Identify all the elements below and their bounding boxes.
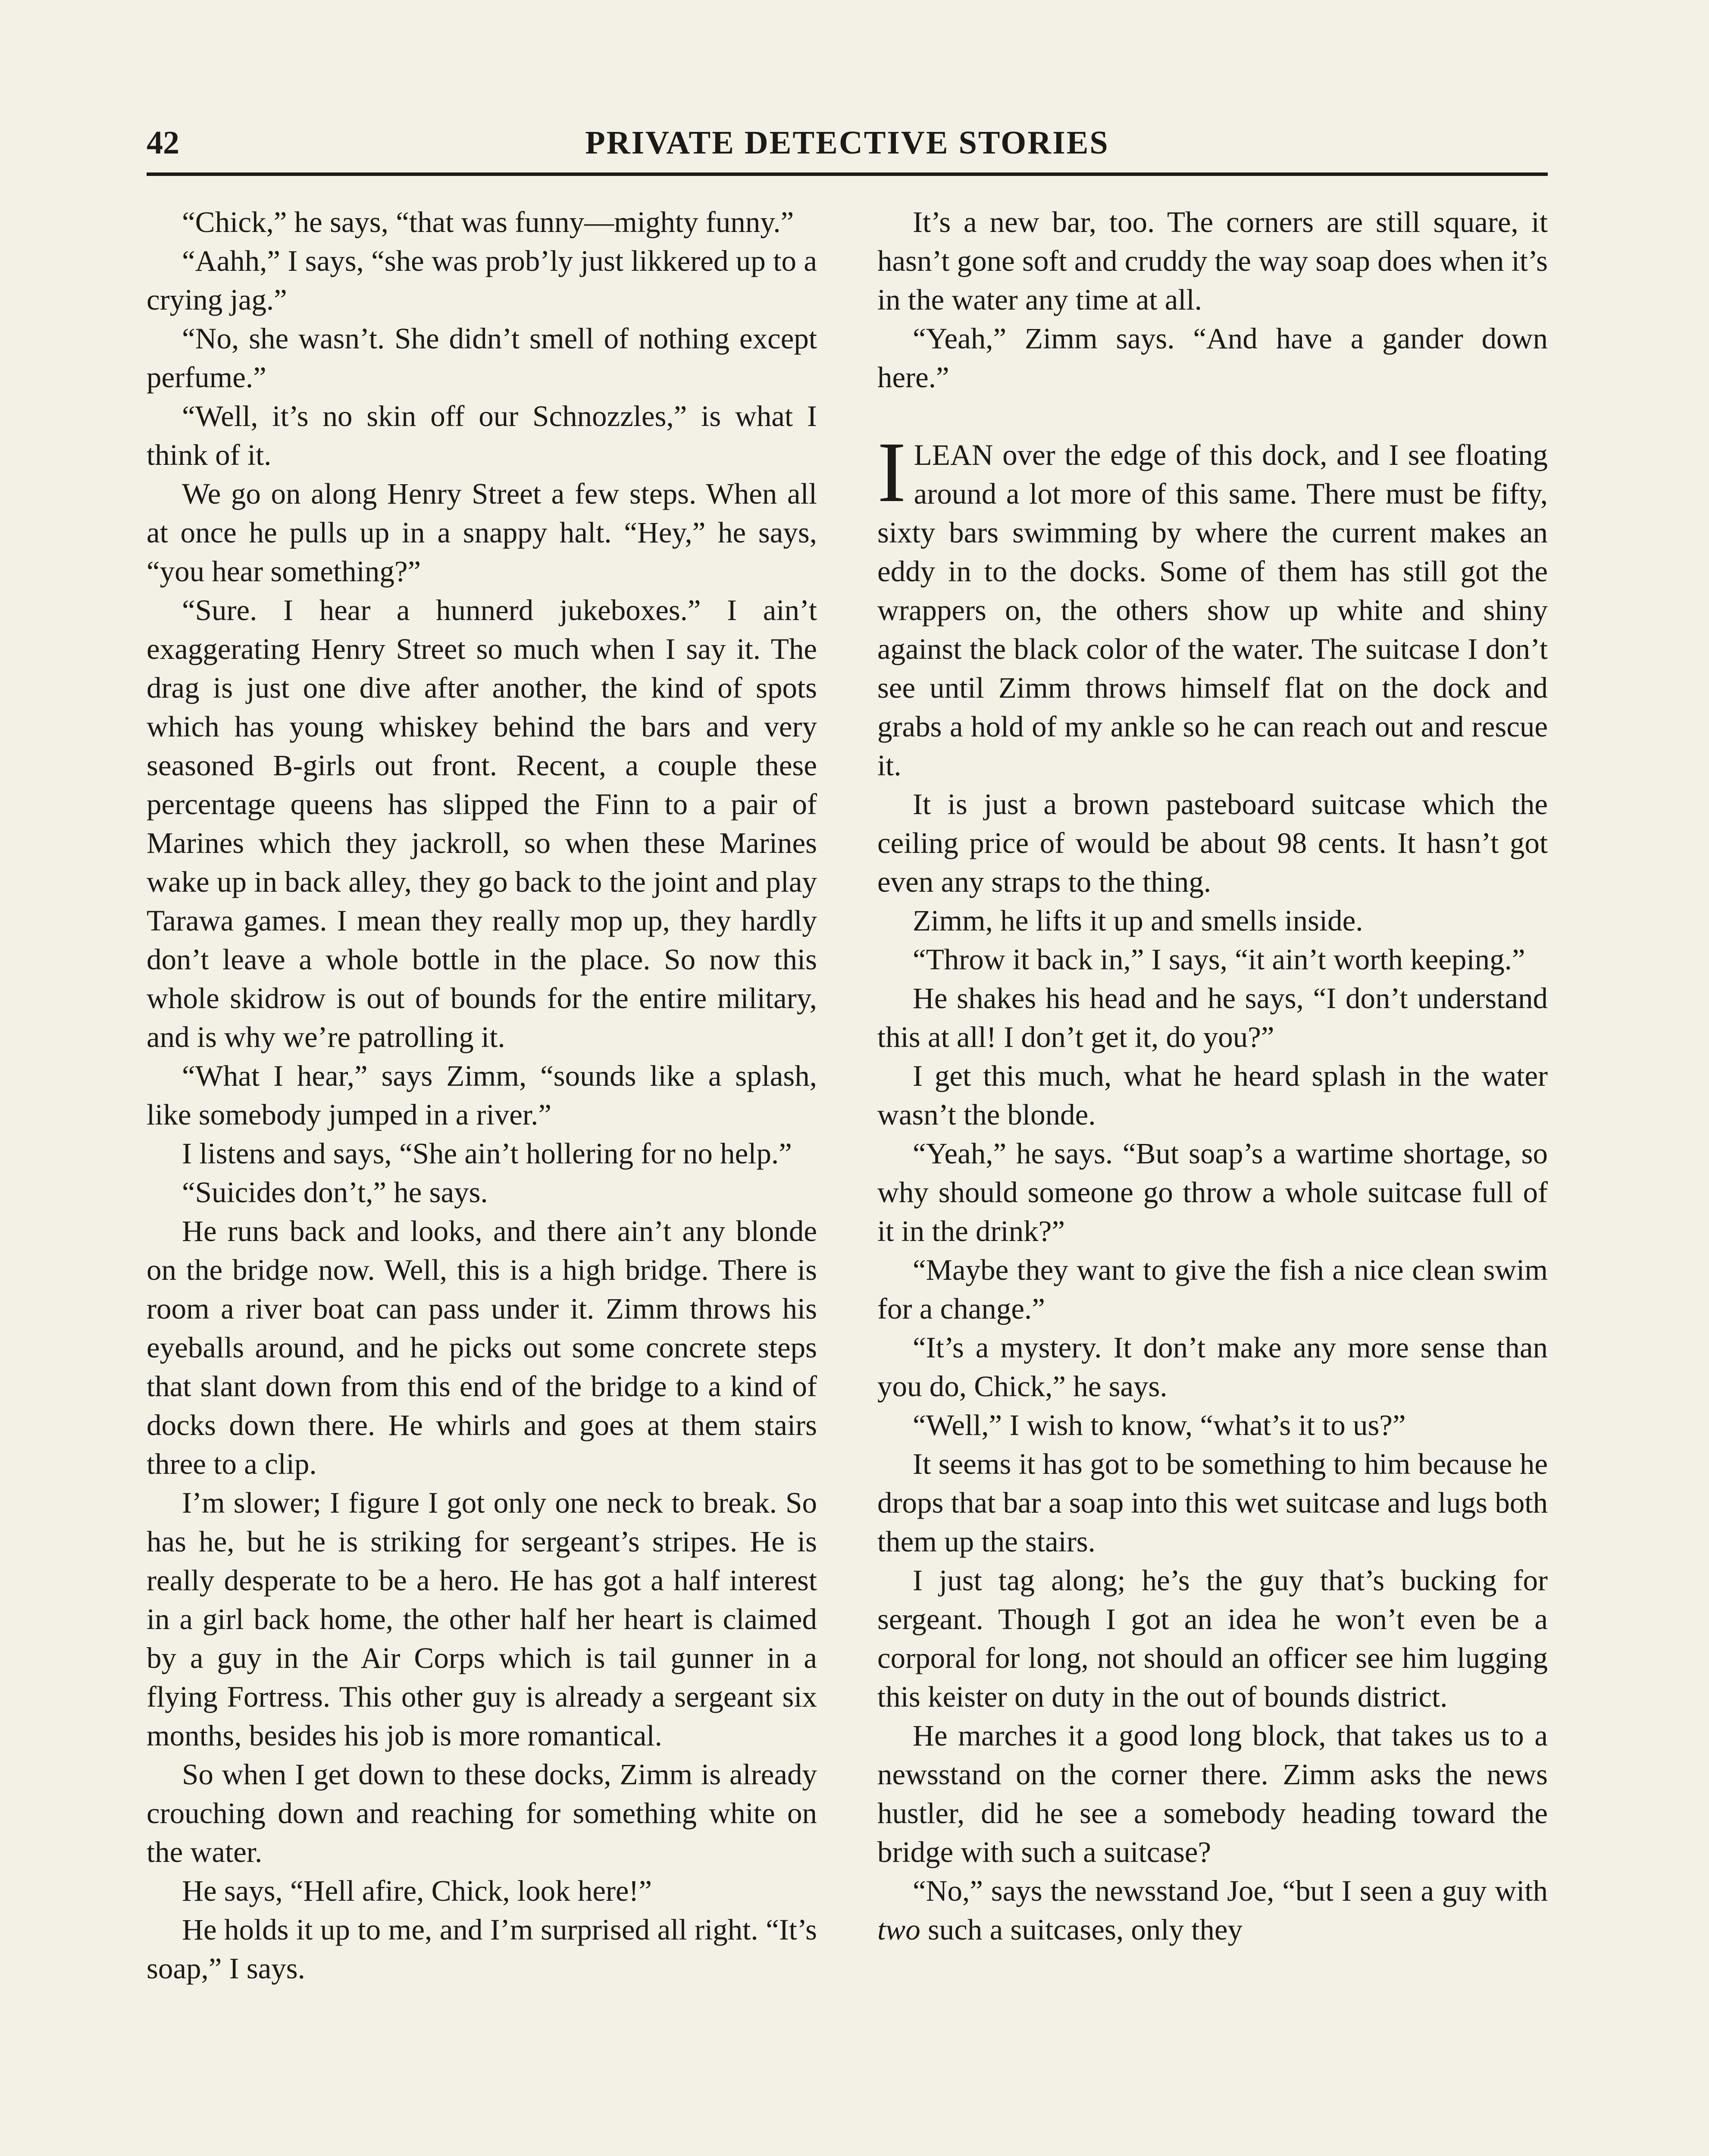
paragraph: It seems it has got to be something to him because he drops that bar a soap into this wet suitcase and lugs both them up the stairs. <box>877 1448 1548 1558</box>
paragraph: “Yeah,” Zimm says. “And have a gander down here.” <box>877 322 1548 394</box>
section-opening-paragraph <box>877 425 1548 785</box>
paragraph: So when I get down to these docks, Zimm is already crouching down and reaching for something white on the water. <box>147 1758 817 1868</box>
paragraph: He runs back and looks, and there ain’t any blonde on the bridge now. Well, this is a high bridge. There is room a river boat can pass under it. Zimm throws his eyeballs around, and he picks out some concrete steps that slant down from this end of the bridge to a kind of docks down there. He whirls and goes at them stairs three to a clip. <box>147 1215 817 1480</box>
paragraph: “Well,” I wish to know, “what’s it to us?” <box>913 1409 1406 1442</box>
paragraph: He shakes his head and he says, “I don’t understand this at all! I don’t get it, do you?” <box>877 982 1548 1053</box>
paragraph: “Throw it back in,” I says, “it ain’t worth keeping.” <box>913 943 1525 976</box>
paragraph: “Sure. I hear a hunnerd jukeboxes.” I ain’t exaggerating Henry Street so much when I say it. The drag is just one dive after another, the kind of spots which has young whiskey behind the bars and very seasoned B-girls out front. Recent, a couple these percentage queens has slipped the Finn to a pair of Marines which they jackroll, so when these Marines wake up in back alley, they go back to the joint and play Tarawa games. I mean they really mop up, they hardly don’t leave a whole bottle in the place. So now this whole skidrow is out of bounds for the entire military, and is why we’re patrolling it. <box>147 594 817 1053</box>
final-text-end: such a suitcases, only they <box>920 1913 1243 1946</box>
emphasis-word: two <box>877 1913 920 1946</box>
paragraph: “No, she wasn’t. She didn’t smell of nothing except perfume.” <box>147 322 817 394</box>
final-paragraph <box>877 1871 1548 1949</box>
final-text-start: “No,” says the newsstand Joe, “but I seen a guy with <box>913 1874 1548 1907</box>
paragraph: “Aahh,” I says, “she was prob’ly just likkered up to a crying jag.” <box>147 244 817 316</box>
paragraph: “Well, it’s no skin off our Schnozzles,” is what I think of it. <box>147 400 817 471</box>
paragraph: I’m slower; I figure I got only one neck to break. So has he, but he is striking for sergeant’s stripes. He is really desperate to be a hero. He has got a half interest in a girl back home, the other half her heart is claimed by a guy in the Air Corps which is tail gunner in a flying Fortress. This other guy is already a sergeant six months, besides his job is more romantical. <box>147 1486 817 1752</box>
article-columns <box>147 203 1548 2156</box>
paragraph: It’s a new bar, too. The corners are still square, it hasn’t gone soft and cruddy the way soap does when it’s in the water any time at all. <box>877 206 1548 316</box>
paragraph: “What I hear,” says Zimm, “sounds like a splash, like somebody jumped in a river.” <box>147 1059 817 1131</box>
right-column <box>877 203 1548 2156</box>
paragraph: He marches it a good long block, that takes us to a newsstand on the corner there. Zimm asks the news hustler, did he see a somebody heading toward the bridge with such a suitcase? <box>877 1719 1548 1868</box>
paragraph: “It’s a mystery. It don’t make any more sense than you do, Chick,” he says. <box>877 1331 1548 1403</box>
paragraph: I listens and says, “She ain’t hollering for no help.” <box>182 1137 792 1170</box>
paragraph: “Yeah,” he says. “But soap’s a wartime shortage, so why should someone go throw a whole suitcase full of it in the drink?” <box>877 1137 1548 1247</box>
running-title: PRIVATE DETECTIVE STORIES <box>585 125 1109 161</box>
left-column <box>147 203 817 2156</box>
paragraph: “Chick,” he says, “that was funny—mighty funny.” <box>182 206 794 238</box>
paragraph: He says, “Hell afire, Chick, look here!” <box>182 1874 652 1907</box>
drop-cap: I <box>877 425 906 520</box>
paragraph: “Suicides don’t,” he says. <box>182 1176 488 1209</box>
paragraph: I get this much, what he heard splash in the water wasn’t the blonde. <box>877 1059 1548 1131</box>
section-opening-text: LEAN over the edge of this dock, and I see floating around a lot more of this same. There must be fifty, sixty bars swimming by where the current makes an eddy in to the docks. Some of them has still got the wrappers on, the others show up white and shiny against the black color of the water. The suitcase I don’t see until Zimm throws himself flat on the dock and grabs a hold of my ankle so he can reach out and rescue it. <box>877 439 1548 782</box>
paragraph: It is just a brown pasteboard suitcase which the ceiling price of would be about 98 cents. It hasn’t got even any straps to the thing. <box>877 788 1548 898</box>
paragraph: We go on along Henry Street a few steps. When all at once he pulls up in a snappy halt. “Hey,” he says, “you hear something?” <box>147 477 817 588</box>
paragraph: Zimm, he lifts it up and smells inside. <box>913 904 1363 937</box>
paragraph: “Maybe they want to give the fish a nice clean swim for a change.” <box>877 1253 1548 1325</box>
page-header <box>147 116 1548 176</box>
page-number: 42 <box>147 125 179 161</box>
paragraph: I just tag along; he’s the guy that’s bucking for sergeant. Though I got an idea he won’t even be a corporal for long, not should an officer see him lugging this keister on duty in the out of bounds district. <box>877 1564 1548 1713</box>
paragraph: He holds it up to me, and I’m surprised all right. “It’s soap,” I says. <box>147 1913 817 1985</box>
